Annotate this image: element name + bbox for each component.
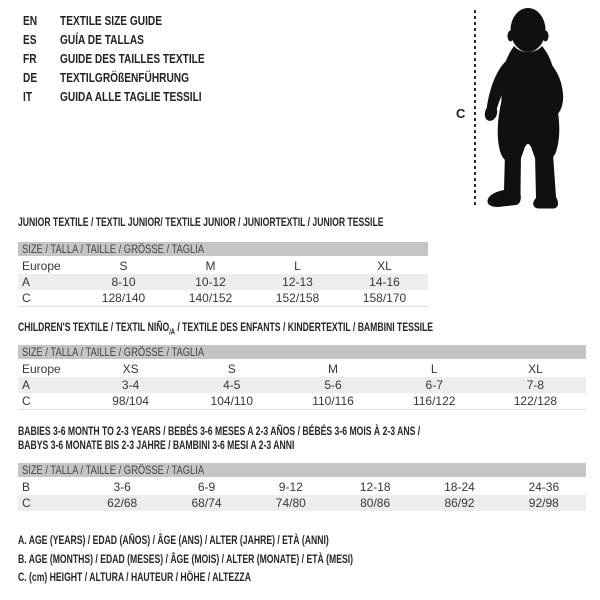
size-cell: M (205, 259, 216, 273)
size-cell: 116/122 (412, 394, 456, 408)
size-cell: 140/152 (188, 291, 233, 305)
height-label: C (456, 106, 466, 121)
row-label: C (22, 496, 31, 510)
size-cell: L (430, 362, 438, 376)
size-cell: 92/98 (528, 496, 559, 510)
table-row (18, 479, 586, 495)
size-cell: 7-8 (526, 378, 545, 392)
language-code: DE (23, 70, 38, 85)
table-row (18, 274, 428, 290)
size-cell: 18-24 (444, 480, 475, 494)
size-cell: M (328, 362, 338, 376)
size-header-bar (18, 242, 428, 256)
babies-size-table (18, 463, 586, 511)
babies-table-title: BABIES 3-6 MONTH TO 2-3 YEARS / BEBÉS 3-6 MESES A 2-3 AÑOS / BÉBÉS 3-6 MOIS À 2-3 ANS / BABYS 3-6 MONATE BIS 2-3 JAHRE / BAMBINI 3-6 MESI A 2-3 ANNI (18, 424, 421, 452)
language-code: FR (23, 51, 37, 66)
size-cell: 68/74 (191, 496, 222, 510)
size-cell: 3-4 (121, 378, 140, 392)
junior-size-table (18, 242, 428, 307)
size-cell: 80/86 (360, 496, 391, 510)
size-cell: XL (528, 362, 543, 376)
size-cell: 74/80 (275, 496, 306, 510)
size-cell: 12-13 (282, 275, 313, 289)
size-cell: 14-16 (369, 275, 400, 289)
size-header-label: SIZE / TALLA / TAILLE / GRÖSSE / TAGLIA (22, 242, 205, 256)
table-row (18, 377, 586, 393)
guide-title: GUIDE DES TAILLES TEXTILE (60, 51, 205, 66)
size-cell: 10-12 (195, 275, 226, 289)
size-cell: 86/92 (444, 496, 475, 510)
row-label: Europe (22, 362, 61, 376)
footnote-list (18, 531, 353, 587)
size-cell: 104/110 (210, 394, 254, 408)
size-cell: XS (122, 362, 139, 376)
children-table-title: CHILDREN'S TEXTILE / TEXTIL $NIÑO_{/A}$ / TEXTILE DES ENFANTS / KINDERTEXTIL / BAMBINI TESSILE (18, 320, 434, 337)
footnote: C. (cm) HEIGHT / ALTURA / HAUTEUR / HÖHE / ALTEZZA (18, 570, 251, 584)
size-cell: 110/116 (312, 394, 354, 408)
size-cell: 9-12 (278, 480, 303, 494)
size-cell: XL (377, 259, 392, 273)
row-label: A (22, 378, 31, 392)
language-code: EN (23, 13, 38, 28)
height-measure-line (474, 10, 476, 207)
table-row (18, 495, 586, 511)
language-title-list (60, 11, 205, 106)
size-cell: 3-6 (113, 480, 131, 494)
size-header-bar (18, 345, 586, 359)
table-row (18, 258, 428, 274)
size-cell: 4-5 (223, 378, 241, 392)
size-cell: 128/140 (101, 291, 146, 305)
size-cell: 6-7 (425, 378, 443, 392)
size-cell: 8-10 (111, 275, 136, 289)
size-cell: L (294, 259, 301, 273)
guide-title: TEXTILGRÖßENFÜHRUNG (60, 70, 190, 85)
row-label: Europe (22, 259, 61, 273)
footnote: B. AGE (MONTHS) / EDAD (MESES) / ÂGE (MOIS) / ALTER (MONATE) / ETÀ (MESI) (18, 551, 354, 566)
table-row (18, 361, 586, 377)
size-cell: 12-18 (359, 480, 391, 494)
size-cell: S (227, 362, 236, 376)
language-code-list (23, 11, 37, 106)
size-header-bar (18, 463, 586, 477)
size-cell: 158/170 (362, 291, 407, 305)
row-label: B (22, 480, 31, 494)
guide-title: GUIDA ALLE TAGLIE TESSILI (60, 89, 202, 104)
baby-silhouette-icon (480, 4, 572, 212)
guide-title: TEXTILE SIZE GUIDE (60, 13, 162, 28)
size-cell: S (119, 259, 128, 273)
language-code: IT (23, 89, 33, 104)
children-size-table (18, 345, 586, 410)
row-label: C (22, 394, 31, 408)
size-cell: 98/104 (112, 394, 149, 408)
size-cell: 62/68 (107, 496, 138, 510)
size-cell: 5-6 (324, 378, 342, 392)
size-header-label: SIZE / TALLA / TAILLE / GRÖSSE / TAGLIA (22, 463, 205, 477)
junior-table-title: JUNIOR TEXTILE / TEXTIL JUNIOR/ TEXTILE JUNIOR / JUNIORTEXTIL / JUNIOR TESSILE (18, 215, 384, 229)
size-header-label: SIZE / TALLA / TAILLE / GRÖSSE / TAGLIA (22, 345, 205, 359)
size-cell: 122/128 (513, 394, 558, 408)
table-row (18, 290, 428, 306)
language-code: ES (23, 32, 37, 47)
size-cell: 24-36 (528, 480, 560, 494)
size-cell: 6-9 (197, 480, 216, 494)
size-cell: 152/158 (275, 291, 320, 305)
guide-title: GUÍA DE TALLAS (60, 32, 144, 47)
row-label: A (22, 275, 31, 289)
table-row (18, 393, 586, 409)
row-label: C (22, 291, 31, 305)
footnote: A. AGE (YEARS) / EDAD (AÑOS) / ÂGE (ANS) / ALTER (JAHRE) / ETÀ (ANNI) (18, 533, 329, 547)
